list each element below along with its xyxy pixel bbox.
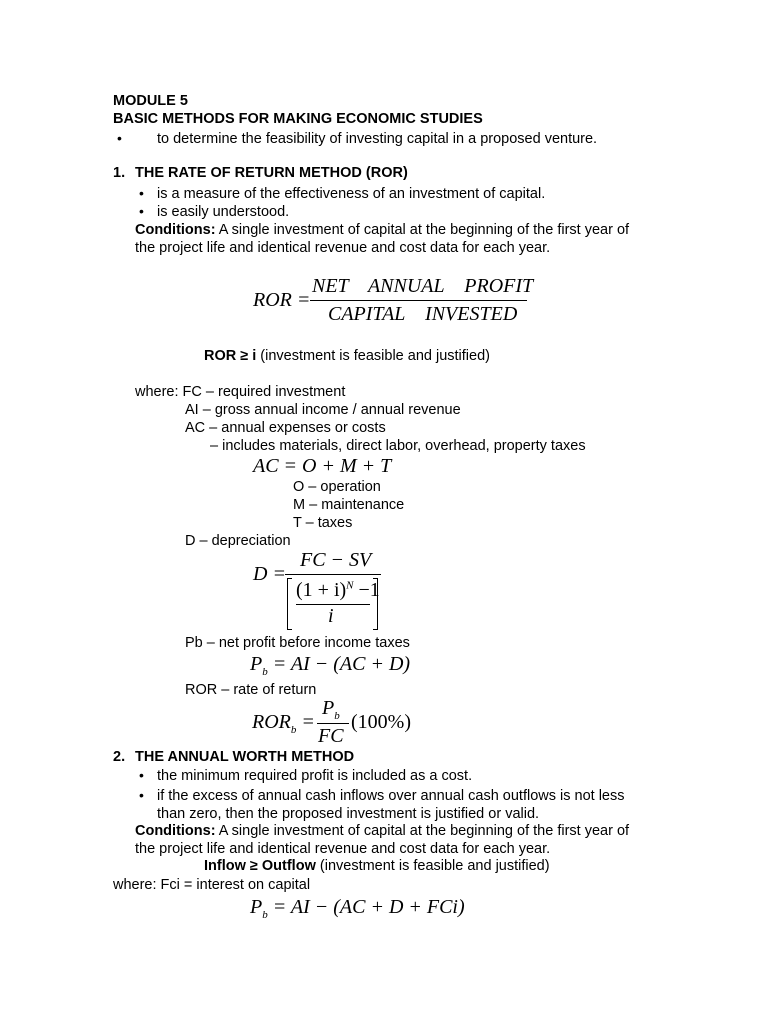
pb-p: P: [250, 896, 263, 918]
section2-conditions-line2: the project life and identical revenue and cost data for each year.: [135, 841, 551, 857]
ror-criterion: [204, 347, 490, 365]
conditions-text: A single investment of capital at the beginning of the first year of: [215, 222, 630, 238]
pb-p: P: [250, 653, 263, 675]
pb-label: Pb – net profit before income taxes: [185, 635, 410, 651]
rorb-eq: =: [296, 711, 315, 733]
formula-rorb-lhs: [252, 711, 315, 736]
bracket-top-base: (1 + i): [296, 579, 347, 601]
section1-heading: THE RATE OF RETURN METHOD (ROR): [135, 165, 408, 181]
formula-d-bracket-bottom: i: [328, 605, 334, 627]
fraction-bar: [310, 300, 527, 301]
pb-rhs: = AI − (AC + D): [267, 653, 411, 675]
ror-label: ROR – rate of return: [185, 682, 317, 698]
where-ai: AI – gross annual income / annual revenue: [185, 402, 461, 418]
section1-bullet-2: is easily understood.: [157, 204, 290, 220]
section1-number: 1.: [113, 165, 126, 181]
pb-sub: b: [262, 666, 268, 678]
section2-criterion: [204, 857, 550, 875]
page-title: BASIC METHODS FOR MAKING ECONOMIC STUDIES: [113, 111, 483, 127]
rorb-num-p: P: [322, 697, 335, 719]
where-ac-includes: – includes materials, direct labor, overhead, property taxes: [210, 438, 586, 454]
formula-ror-denominator: CAPITAL INVESTED: [328, 303, 518, 325]
formula-d-bracket-top: [296, 579, 380, 602]
section1-conditions-line1: [135, 221, 629, 239]
criterion-text: (investment is feasible and justified): [315, 858, 550, 874]
formula-ror-numerator: NET ANNUAL PROFIT: [312, 275, 534, 297]
fraction-bar: [285, 574, 381, 575]
formula-rorb-numerator: [322, 697, 340, 722]
formula-rorb-denominator: FC: [318, 725, 344, 747]
criterion-text: (investment is feasible and justified): [256, 348, 490, 364]
ac-term-t: T – taxes: [293, 515, 353, 531]
section2-bullet-2: if the excess of annual cash inflows over annual cash outflows is not less: [157, 788, 625, 804]
bullet-icon: •: [139, 767, 144, 783]
section1-conditions-line2: the project life and identical revenue and cost data for each year.: [135, 240, 551, 256]
formula-ror-lhs: ROR =: [253, 289, 311, 311]
section2-heading: THE ANNUAL WORTH METHOD: [135, 749, 355, 765]
depreciation-label: D – depreciation: [185, 533, 291, 549]
bullet-icon: •: [139, 787, 144, 803]
conditions-text: A single investment of capital at the beginning of the first year of: [215, 823, 630, 839]
bullet-icon: •: [139, 203, 144, 219]
formula-pb: [250, 653, 410, 678]
where-ac: AC – annual expenses or costs: [185, 420, 386, 436]
module-label: MODULE 5: [113, 93, 188, 109]
formula-d-lhs: D =: [253, 563, 286, 585]
formula-ac: AC = O + M + T: [253, 455, 392, 477]
conditions-label: Conditions:: [135, 222, 216, 238]
section2-number: 2.: [113, 749, 126, 765]
criterion-label: Inflow ≥ Outflow: [204, 858, 316, 874]
pb-sub: b: [262, 909, 268, 921]
section2-bullet-1: the minimum required profit is included as a cost.: [157, 768, 473, 784]
criterion-label: ROR ≥ i: [204, 348, 257, 364]
conditions-label: Conditions:: [135, 823, 216, 839]
rorb-lhs: ROR: [252, 711, 291, 733]
fraction-bar: [317, 723, 349, 724]
section2-bullet-2-cont: than zero, then the proposed investment is justified or valid.: [157, 806, 540, 822]
ac-term-o: O – operation: [293, 479, 381, 495]
exponent: N: [346, 579, 354, 592]
bullet-icon: •: [139, 185, 144, 201]
formula-rorb-tail: (100%): [351, 711, 411, 733]
intro-bullet-text: to determine the feasibility of investing capital in a proposed venture.: [157, 131, 598, 147]
left-bracket: [287, 578, 292, 630]
section2-where: where: Fci = interest on capital: [113, 877, 311, 893]
formula-d-numerator: FC − SV: [300, 549, 372, 571]
pb-rhs: = AI − (AC + D + FCi): [267, 896, 465, 918]
ac-term-m: M – maintenance: [293, 497, 405, 513]
formula-pb-aw: [250, 896, 465, 921]
rorb-sub: b: [290, 724, 297, 736]
where-fc: where: FC – required investment: [135, 384, 346, 400]
bracket-top-tail: −1: [353, 579, 380, 601]
section1-bullet-1: is a measure of the effectiveness of an investment of capital.: [157, 186, 546, 202]
section2-conditions-line1: [135, 822, 629, 840]
bullet-icon: •: [117, 130, 122, 146]
rorb-num-sub: b: [334, 710, 340, 722]
